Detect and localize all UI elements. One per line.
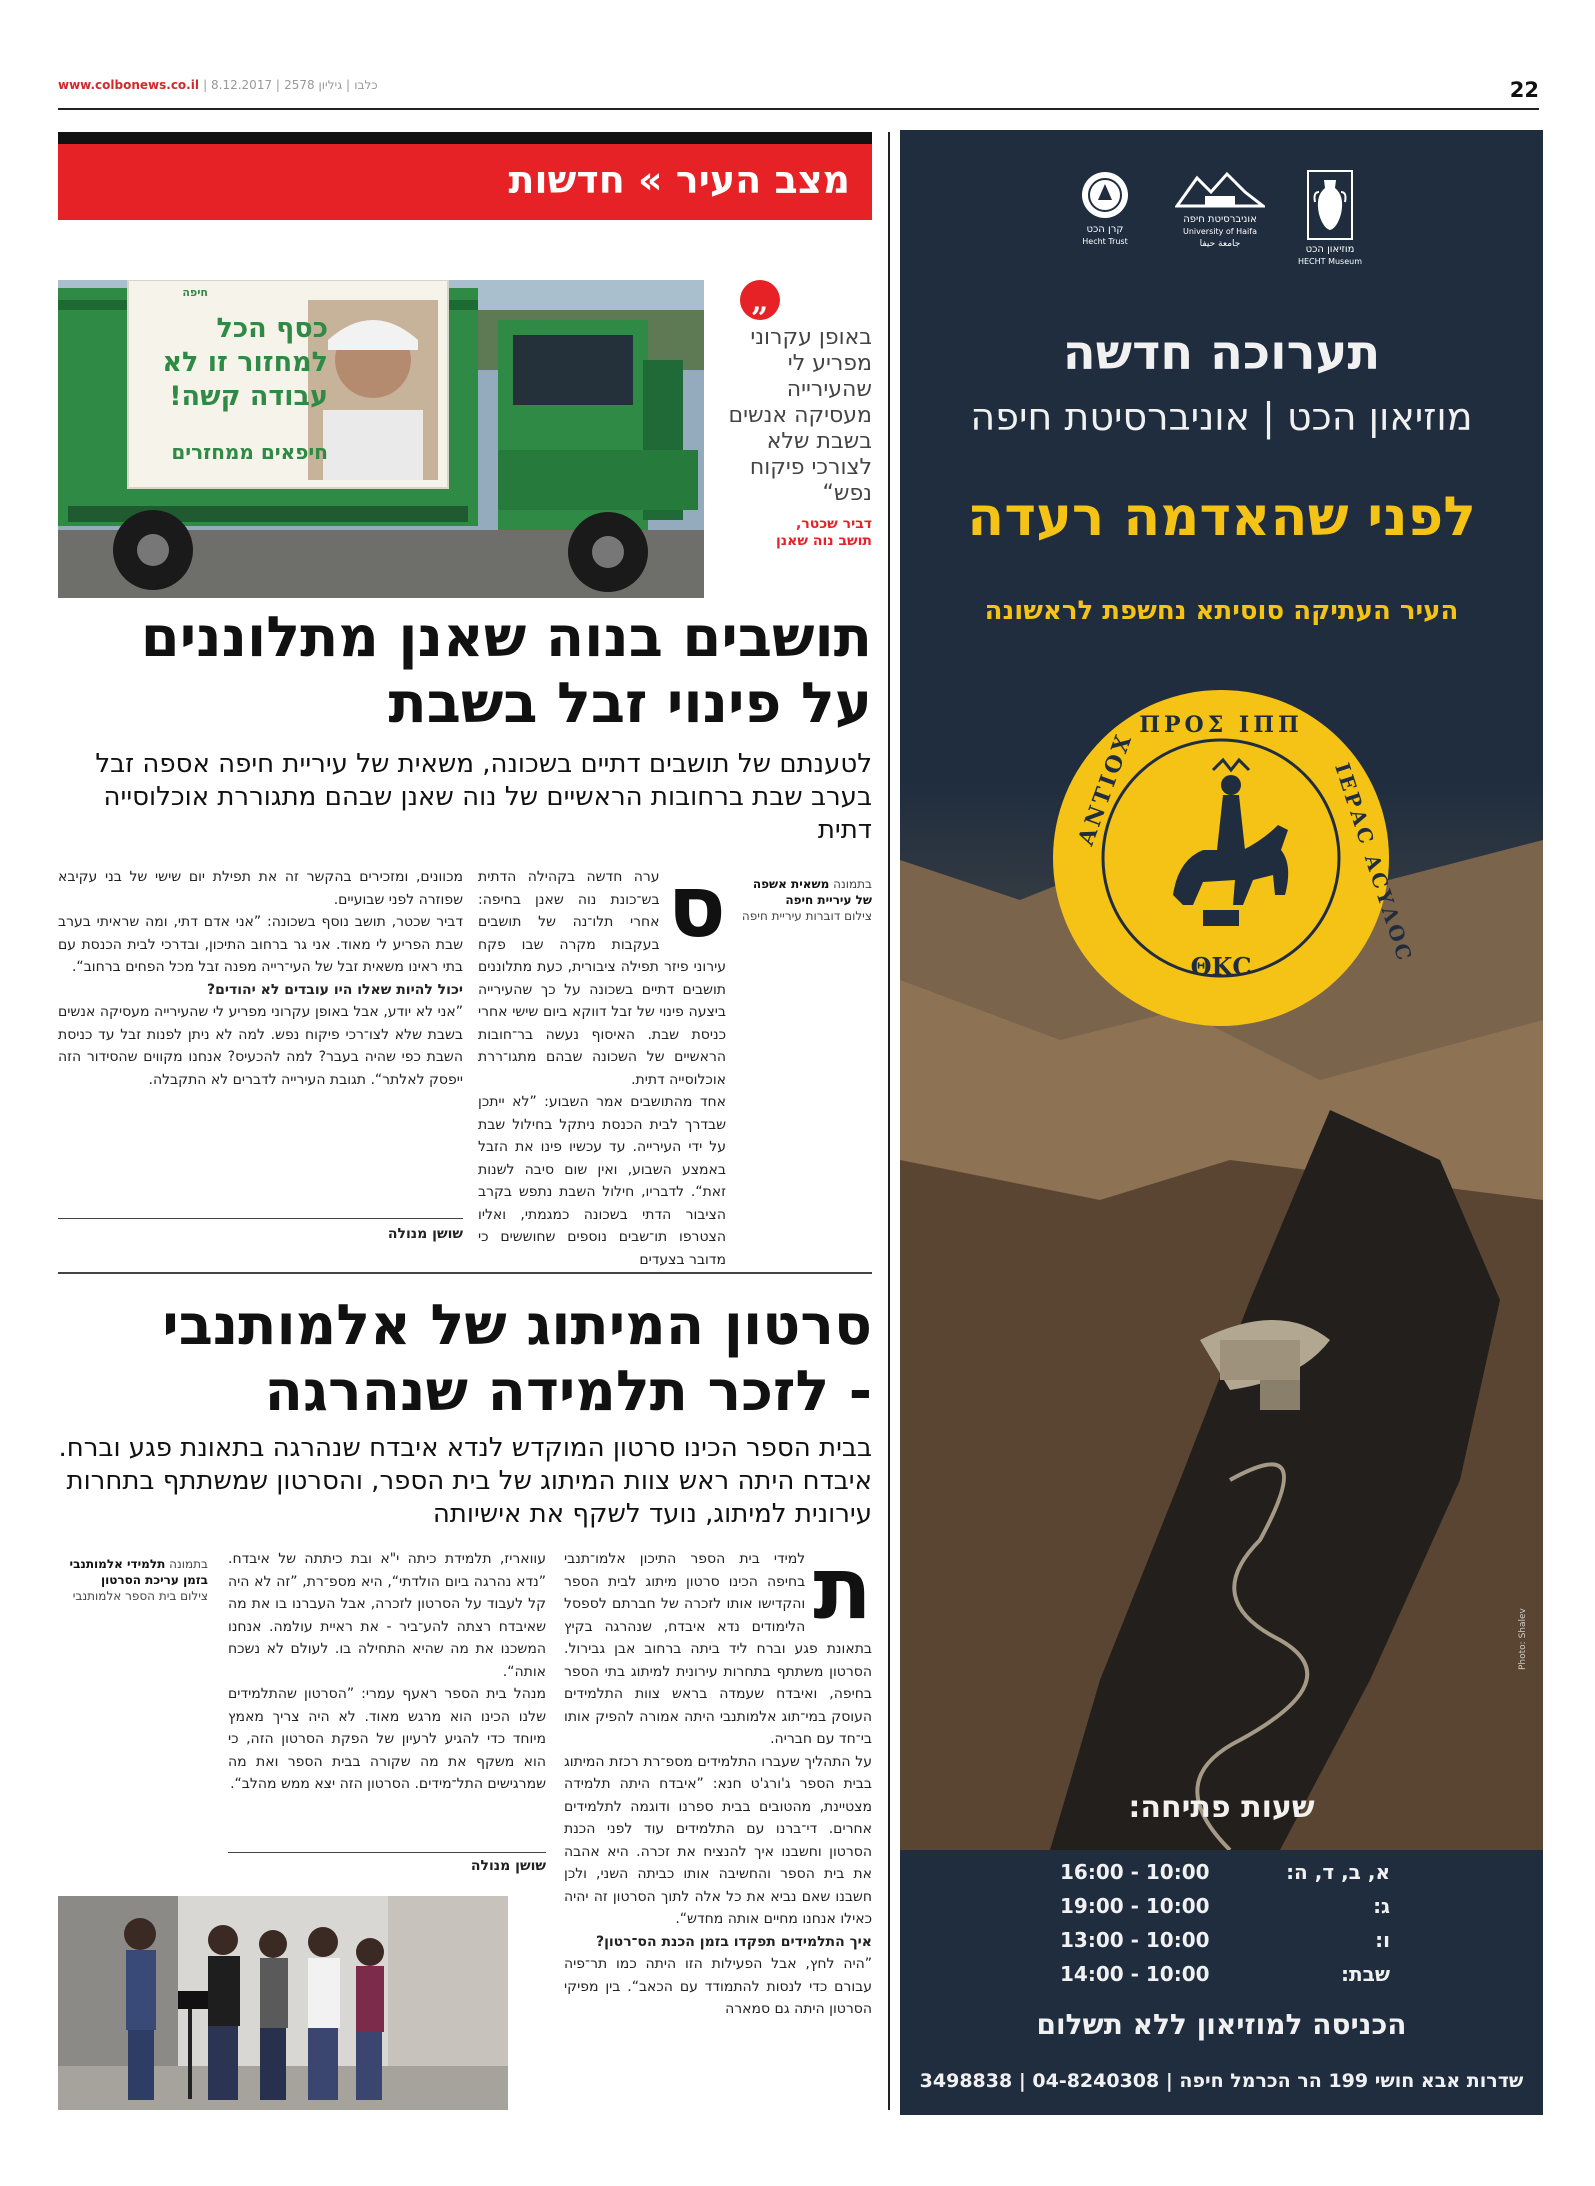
photo-banner-brand: חיפה xyxy=(182,286,208,299)
article-separator xyxy=(58,1272,872,1274)
museum-advertisement[interactable] xyxy=(900,130,1543,2115)
article1-headline[interactable]: תושבים בנוה שאנן מתלוננים על פינוי זבל בשבת xyxy=(140,605,872,736)
hecht-trust-logo: קרן הכט Hecht Trust xyxy=(1060,170,1150,248)
ad-photo-credit: Photo: Shalev xyxy=(1518,1608,1528,1670)
header-rule xyxy=(58,108,1539,110)
issue-number: גיליון 2578 xyxy=(284,78,343,92)
section-label: מצב העיר » חדשות xyxy=(508,158,850,202)
byline-rule xyxy=(58,1218,463,1219)
university-building-icon xyxy=(1175,170,1265,210)
article1-caption: בתמונה משאית אשפה של עיריית חיפה צילום דוברות עיריית חיפה xyxy=(741,877,872,923)
article1-byline: שושן מנולה xyxy=(387,1226,463,1242)
coin-top-inscription: ΠΡΟΣ ΙΠΠ xyxy=(1139,712,1303,738)
column-divider xyxy=(888,132,890,2110)
article2-question: איך התלמידים תפקדו בזמן הכנת הס־רטון? xyxy=(595,1933,872,1950)
students-illustration xyxy=(58,1896,508,2110)
students-photo xyxy=(58,1896,508,2110)
ad-exhibition-title: תערוכה חדשה xyxy=(1062,325,1381,381)
photo-banner-sub: חיפאים ממחזרים xyxy=(171,440,328,464)
amphora-icon xyxy=(1307,170,1353,240)
article2-byline: שושן מנולה xyxy=(470,1858,546,1874)
ad-free-entry: הכניסה למוזיאון ללא תשלום xyxy=(1036,2008,1407,2041)
page-number: 22 xyxy=(1509,78,1539,102)
quote-attrib-name: דביר שכטר, xyxy=(796,516,872,532)
article2-dropcap: ת xyxy=(813,1539,872,1639)
ad-hours-title: שעות פתיחה: xyxy=(1128,1790,1315,1825)
page-header-meta: www.colbonews.co.il | כלבו | גיליון 2578 | 8.12.2017 xyxy=(58,78,378,92)
ad-subhead: העיר העתיקה סוסיתא נחשפת לראשונה xyxy=(984,596,1459,626)
article1-col-right: ס ערה חדשה בקהילה הדתית בש־כונת נוה שאנן בחיפה: אחרי תלו־נה של תושבים בעקבות מקרה שבו פקח עירוני פיזר תפילה ציבורית, כעת מתלוננים תושבים דתיים בשכונה על כך שהעירייה ביצעה פינוי של זבל דווקא ביום שישי אחרי כניסת שבת. האיסוף נעשה בר־חובות הראשיים של השכונה שבהם מתגו־ררת אוכלוסייה דתית. אחד מהתושבים אמר השבוע: ”לא ייתכן שבדרך לבית הכנסת ניתקל בחילול שבת על ידי העירייה. עד עכשיו פינו את הזבל באמצע השבוע, ואין שום סיבה לשנות זאת“. לדבריו, חילול השבת נתפש בקרב הציבור הדתי בשכונה כמגמתי, ואליו הצטרפו תו־שבים נוספים שחוששים כי מדובר בצעדים xyxy=(478,857,726,1268)
hours-row: א, ב, ד, ה: 16:00 - 10:00 xyxy=(1060,1860,1390,1884)
haifa-university-logo: אוניברסיטת חיפה University of Haifa جامعة حيفا xyxy=(1165,170,1275,250)
ad-address: שדרות אבא חושי 199 הר הכרמל חיפה | 04-8240308 | 3498838 xyxy=(919,2070,1524,2092)
coin-left-inscription: ΑΝΤΙΟΧ xyxy=(1073,729,1138,849)
article2-caption: בתמונה תלמידי אלמותנבי בזמן עריכת הסרטון צילום בית הספר אלמותנבי xyxy=(69,1557,208,1603)
ad-museum-name: מוזיאון הכט | אוניברסיטת חיפה xyxy=(970,395,1473,439)
antiochos-coin xyxy=(1053,690,1418,1026)
hecht-museum-logo: מוזיאון הכט HECHT Museum xyxy=(1285,170,1375,268)
article2-col-left: עוואריז, תלמידת כיתה י"א ובת כיתתה של איבדח. ”נדא נהרגה ביום הולדתי“, היא מספ־רת, ”זה לא היה קל לעבוד על הסרטון לזכרה, אבל העברנו בו את מה שאיבדח רצתה להע־ביר - את ראיית עולמה. אנחנו המשכנו את מה שהיא התחילה בו. לעולם לא נשכח אותה“. מנהל בית הספר ראעף עמרי: ”הסרטון שהתלמידים שלנו הכינו הוא מרגש מאוד. לא היה צריך מאמץ מיוחד כדי להגיע לרעיון של הפקת הסרטון הזה, כי הוא משקף את מה שקורה בבית הספר ואת מה שמרגישים התל־מידים. הסרטון הזה יצא ממש מהלב“. xyxy=(228,1551,546,1792)
hours-row: שבת: 14:00 - 10:00 xyxy=(1060,1962,1390,1986)
article2-col-right: ת למידי בית הספר התיכון אלמו־תנבי בחיפה הכינו סרטון מיתוג לבית הספר והקדישו אותו לזכרה של חברתם לספסל הלימודים נדא איבדח, שנהרגה בקיץ בתאונת פגע וברח ליד ביתה ברחוב אבן גבירול. הסרטון משתתף בתחרות עירונית למיתוג בתי הספר בחיפה, ואיבדח שעמדה בראש צוות התלמידים העוסק במי־תוג אלמותנבי היתה אמורה להפיק אותו בי־חד עם חבריה. על התהליך שעברו התלמידים מספ־רת רכזת המיתוג בבית הספר ג'ורג'ט חנא: ”איבדח היתה תלמידה מצטיינת, מהטובים בבית ספרנו ודוגמה לתלמידים אחרים. די־ברנו עם התלמידים עוד לפני הכנת הסרטון וחשבנו איך להנציח את זכרה. היא אהבה את בית הספר והחשיבה אותו כביתה השני, ולכן חשבנו שאם נביא את כל אלה לתוך הסרטון זה יהיה כאילו אנחנו מחיים אותה מחדש“. איך התלמידים תפקדו בזמן הכנת הס־רטון? ”היה לחץ, אבל הפעילות הזו היתה כמו תר־פיה עבורם כדי לנסות להתמודד עם הכאב“. בין מפיקי הסרטון היתה גם סמארה xyxy=(564,1539,872,2017)
quote-mark-icon: „ xyxy=(740,280,780,320)
site-url[interactable]: www.colbonews.co.il xyxy=(58,78,199,92)
photo-banner-slogan: כסף הכל למחזור זו לא עבודה קשה! xyxy=(162,313,328,412)
article1-col-left: מכוונים, ומזכירים בהקשר זה את תפילת יום שישי של בני עקיבא שפוזרה לפני שבועיים. דביר שכטר, תושב נוסף בשכונה: ”אני אדם דתי, ומה שראיתי בערב שבת הפריע לי מאוד. אני גר ברחוב התיכון, ובדרכי לבית הכנסת עם בתי ראינו משאית זבל של העי־רייה מפנה זבל מכל הפחים ברחוב“. יכול להיות שאלו היו עובדים לא יהודים? ”אני לא יודע, אבל באופן עקרוני מפריע לי שהעירייה מעסיקה אנשים בשבת שלא לצו־רכי פיקוח נפש. למה לא ניתן לפנות זבל עד כניסת השבת כפי שהיה בעבר? למה להכעיס? אנחנו מקווים שהסידור הזה ייפסק לאלתר“. תגובת העירייה לדברים לא התקבלה. xyxy=(58,869,463,1088)
article1-question: יכול להיות שאלו היו עובדים לא יהודים? xyxy=(207,981,463,998)
garbage-truck-photo xyxy=(58,280,704,598)
hours-row: ו: 13:00 - 10:00 xyxy=(1060,1928,1390,1952)
article2-headline[interactable]: סרטון המיתוג של אלמותנבי - לזכר תלמידה שנהרגה xyxy=(162,1293,872,1424)
coin-right-inscription: ΙΕΡΑC ΑCΥΛΟC xyxy=(1330,760,1418,966)
ad-headline: לפני שהאדמה רעדה xyxy=(967,485,1476,548)
pull-quote-attribution xyxy=(718,516,872,550)
coin-bottom-inscription: ΘΚC xyxy=(1190,952,1252,981)
issue-date: 8.12.2017 xyxy=(211,78,273,92)
quote-attrib-role: תושב נוה שאנן xyxy=(776,533,872,549)
byline-rule xyxy=(228,1852,546,1853)
pull-quote: באופן עקרוני מפריע לי שהעירייה מעסיקה אנשים בשבת שלא לצורכי פיקוח נפש“ xyxy=(728,325,872,506)
hours-row: ג: 19:00 - 10:00 xyxy=(1060,1894,1390,1918)
section-banner-top xyxy=(58,132,872,144)
ad-logos xyxy=(900,170,1543,300)
article1-dropcap: ס xyxy=(667,857,726,957)
section-banner xyxy=(58,144,872,220)
article1-deck: לטענתם של תושבים דתיים בשכונה, משאית של עיריית חיפה אספה זבל בערב שבת ברחובות הראשיים של נוה שאנן שבהם מתגוררת אוכלוסייה דתית xyxy=(95,749,872,845)
coin-emblem-icon xyxy=(1080,170,1130,220)
article2-deck: בבית הספר הכינו סרטון המוקדש לנדא איבדח שנהרגה בתאונת פגע וברח. איבדח היתה ראש צוות המיתוג של בית הספר, והסרטון שמשתתף בתחרות עירונית למיתוג, נועד לשקף את אישיותה xyxy=(58,1433,872,1529)
paper-name: כלבו xyxy=(354,78,378,92)
